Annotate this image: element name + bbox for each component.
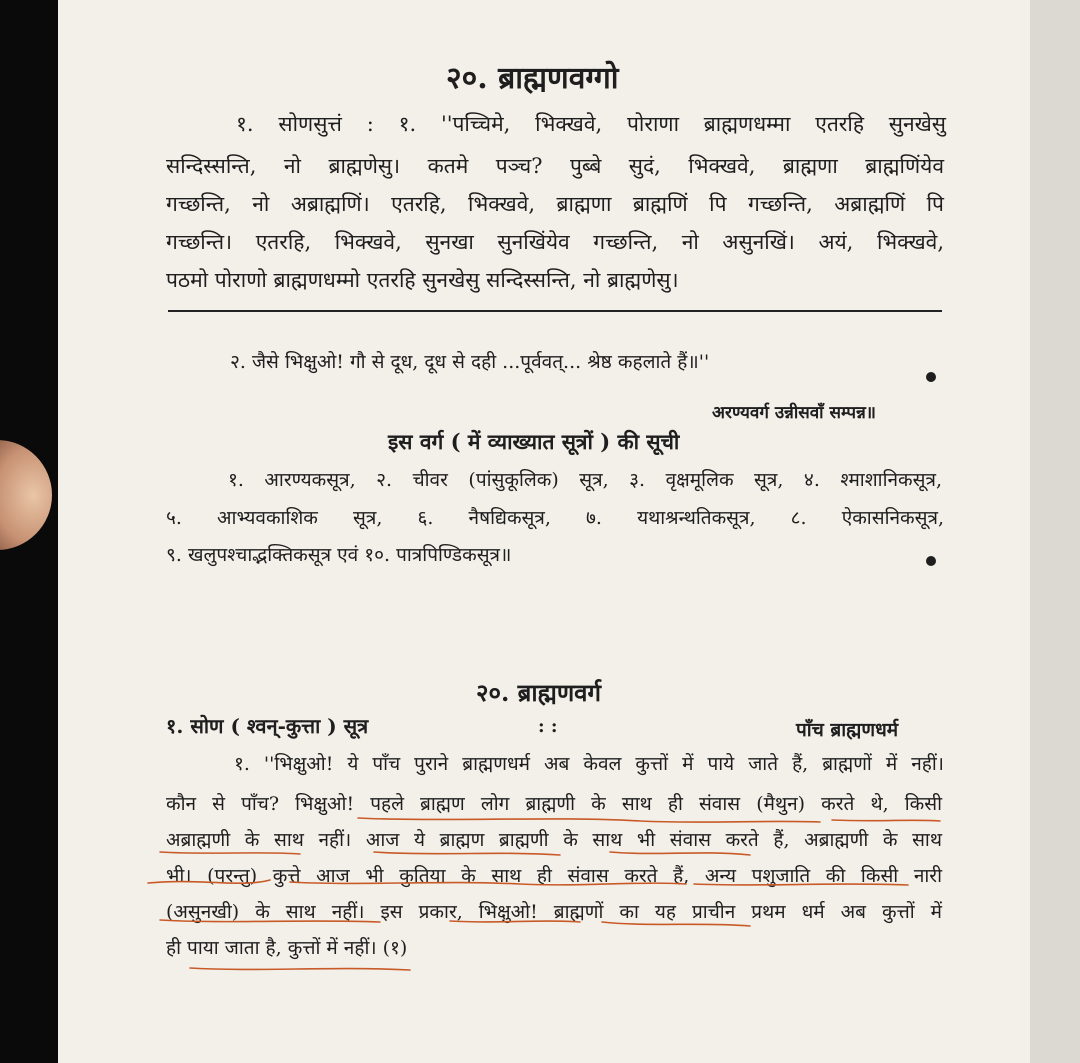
pali-line: १. सोणसुत्तं : १. ''पच्चिमे, भिक्खवे, पोराणा ब्राह्मणधम्मा एतरहि सुनखेसु (236, 112, 946, 136)
hindi-line: (असुनखी) के साथ नहीं। इस प्रकार, भिक्षुओ! ब्राह्मणों का यह प्राचीन प्रथम धर्म अब कुत्तों में (166, 901, 942, 923)
sutra-title: १. सोण ( श्वन्-कुत्ता ) सूत्र (166, 714, 369, 738)
pali-line: गच्छन्ति। एतरहि, भिक्खवे, सुनखा सुनखिंयेव गच्छन्ति, नो असुनखिं। अयं, भिक्खवे, (166, 230, 944, 254)
hindi-line: अब्राह्मणी के साथ नहीं। आज ये ब्राह्मण ब्राह्मणी के साथ भी संवास करते हैं, अब्राह्मणी के साथ (166, 829, 942, 851)
note-line: २. जैसे भिक्षुओ! गौ से दूध, दूध से दही ...पूर्ववत्... श्रेष्ठ कहलाते हैं॥'' (230, 351, 710, 373)
index-heading: इस वर्ग ( में व्याख्यात सूत्रों ) की सूची (388, 429, 680, 454)
hindi-line: भी। (परन्तु) कुत्ते आज भी कुतिया के साथ ही संवास करते हैं, अन्य पशुजाति की किसी नारी (166, 865, 942, 887)
pali-chapter-title: २०. ब्राह्मणवग्गो (446, 61, 619, 96)
sutra-separator: : : (538, 716, 558, 737)
index-line: १. आरण्यकसूत्र, २. चीवर (पांसुकूलिक) सूत्र, ३. वृक्षमूलिक सूत्र, ४. श्माशानिकसूत्र, (228, 469, 942, 491)
index-line: ९. खलुपश्चाद्भक्तिकसूत्र एवं १०. पात्रपिण्डिकसूत्र॥ (166, 544, 512, 566)
pali-line: गच्छन्ति, नो अब्राह्मणिं। एतरहि, भिक्खवे, ब्राह्मणा ब्राह्मणिं पि गच्छन्ति, अब्राह्मणिं पि (166, 192, 944, 216)
pali-line: पठमो पोराणो ब्राह्मणधम्मो एतरहि सुनखेसु सन्दिस्सन्ति, नो ब्राह्मणेसु। (166, 268, 679, 292)
hindi-line: १. ''भिक्षुओ! ये पाँच पुराने ब्राह्मणधर्म अब केवल कुत्तों में पाये जाते हैं, ब्राह्मणों में नहीं। (234, 753, 944, 775)
hindi-chapter-title: २०. ब्राह्मणवर्ग (476, 678, 602, 707)
hindi-line: कौन से पाँच? भिक्षुओ! पहले ब्राह्मण लोग ब्राह्मणी के साथ ही संवास (मैथुन) करते थे, किसी (166, 793, 942, 815)
sutra-topic: पाँच ब्राह्मणधर्म (796, 719, 899, 741)
hindi-line: ही पाया जाता है, कुत्तों में नहीं। (१) (166, 937, 408, 959)
section-completion: अरण्यवर्ग उन्नीसवाँ सम्पन्न॥ (712, 403, 876, 423)
pali-line: सन्दिस्सन्ति, नो ब्राह्मणेसु। कतमे पञ्च? पुब्बे सुदं, भिक्खवे, ब्राह्मणा ब्राह्मणिंयेव (166, 154, 944, 178)
index-line: ५. आभ्यवकाशिक सूत्र, ६. नैषद्यिकसूत्र, ७. यथाश्रन्थतिकसूत्र, ८. ऐकासनिकसूत्र, (166, 507, 944, 529)
